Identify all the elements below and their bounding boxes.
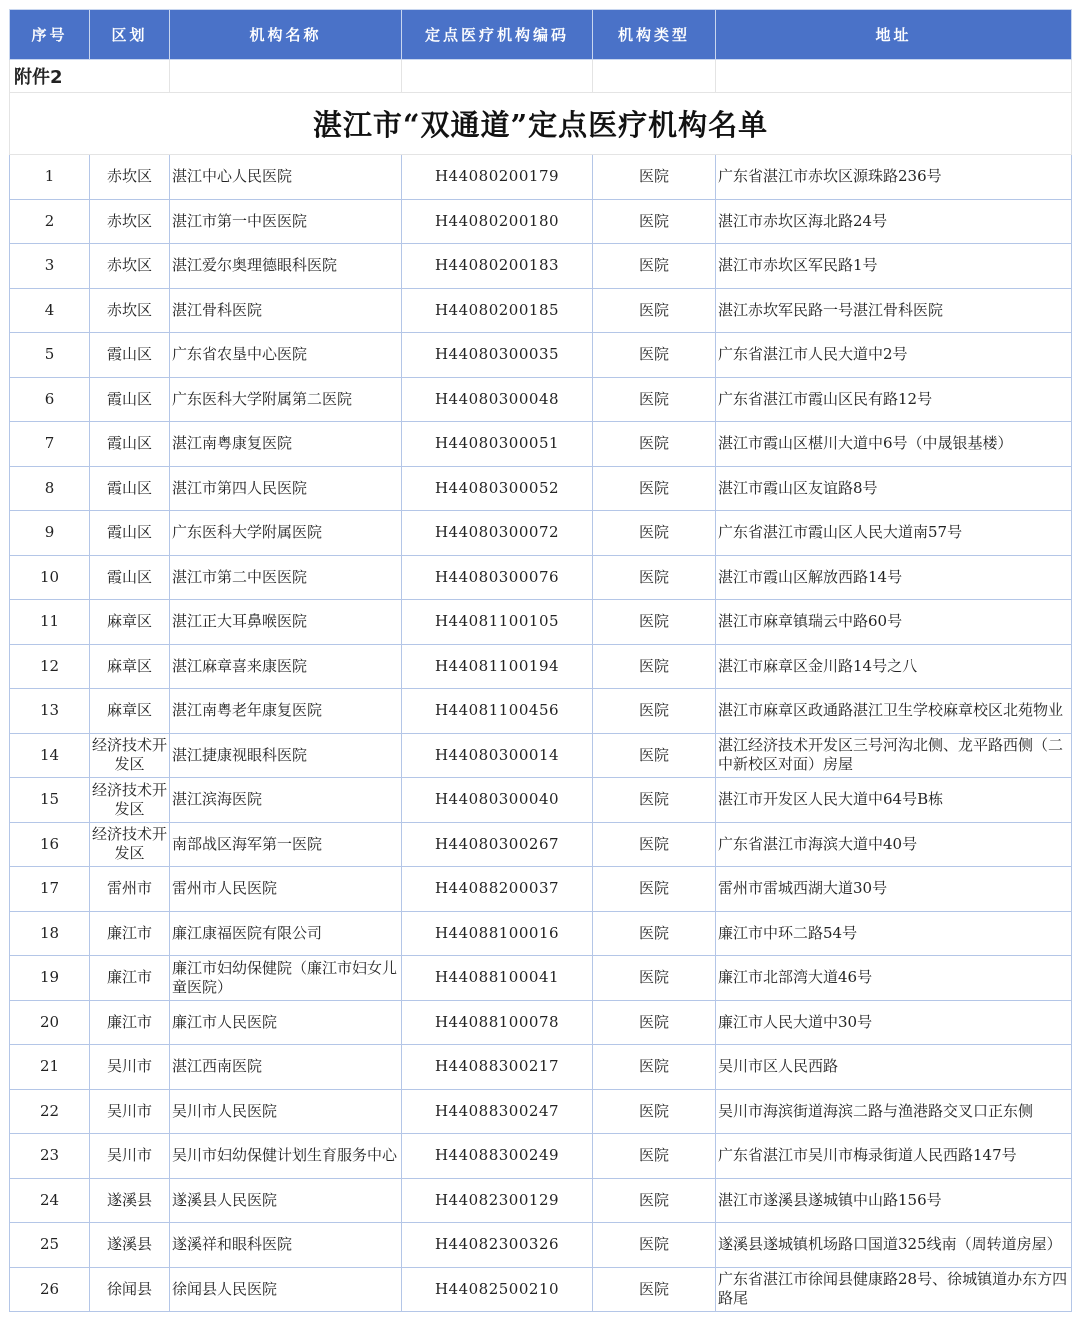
cell-address: 湛江市赤坎区军民路1号 [716,244,1072,289]
cell-address: 湛江市霞山区椹川大道中6号（中晟银基楼） [716,422,1072,467]
cell-index: 7 [10,422,90,467]
cell-address: 广东省湛江市赤坎区源珠路236号 [716,155,1072,200]
cell-index: 16 [10,822,90,867]
cell-code: H44088200037 [402,867,593,912]
cell-code: H44080300048 [402,377,593,422]
annex-row [10,60,1072,93]
cell-code: H44088300247 [402,1089,593,1134]
cell-code: H44080300051 [402,422,593,467]
cell-district: 霞山区 [90,555,170,600]
table-row [10,911,1072,956]
cell-address: 吴川市区人民西路 [716,1045,1072,1090]
cell-name: 湛江中心人民医院 [170,155,402,200]
cell-address: 湛江市麻章镇瑞云中路60号 [716,600,1072,645]
cell-address: 广东省湛江市徐闻县健康路28号、徐城镇道办东方四路尾 [716,1267,1072,1312]
cell-name: 湛江正大耳鼻喉医院 [170,600,402,645]
col-header-district: 区划 [90,10,170,60]
cell-district: 雷州市 [90,867,170,912]
cell-address: 湛江市霞山区友谊路8号 [716,466,1072,511]
table-row [10,689,1072,734]
cell-name: 湛江市第一中医医院 [170,199,402,244]
cell-code: H44081100456 [402,689,593,734]
cell-name: 湛江南粤老年康复医院 [170,689,402,734]
cell-code: H44080300040 [402,778,593,823]
col-header-address: 地址 [716,10,1072,60]
cell-district: 赤坎区 [90,155,170,200]
cell-code: H44080200185 [402,288,593,333]
cell-type: 医院 [593,422,716,467]
cell-type: 医院 [593,466,716,511]
cell-index: 18 [10,911,90,956]
table-row [10,956,1072,1001]
cell-type: 医院 [593,199,716,244]
cell-address: 湛江赤坎军民路一号湛江骨科医院 [716,288,1072,333]
cell-district: 遂溪县 [90,1223,170,1268]
cell-district: 麻章区 [90,689,170,734]
table-row [10,422,1072,467]
cell-name: 雷州市人民医院 [170,867,402,912]
cell-type: 医院 [593,333,716,378]
cell-type: 医院 [593,244,716,289]
cell-name: 遂溪县人民医院 [170,1178,402,1223]
cell-index: 22 [10,1089,90,1134]
cell-type: 医院 [593,956,716,1001]
cell-type: 医院 [593,600,716,645]
cell-name: 吴川市人民医院 [170,1089,402,1134]
col-header-type: 机构类型 [593,10,716,60]
cell-name: 徐闻县人民医院 [170,1267,402,1312]
cell-district: 经济技术开发区 [90,733,170,778]
cell-code: H44082500210 [402,1267,593,1312]
cell-code: H44081100194 [402,644,593,689]
col-header-index: 序号 [10,10,90,60]
cell-address: 广东省湛江市霞山区人民大道南57号 [716,511,1072,556]
cell-type: 医院 [593,822,716,867]
cell-name: 湛江南粤康复医院 [170,422,402,467]
cell-district: 赤坎区 [90,244,170,289]
cell-index: 13 [10,689,90,734]
cell-address: 湛江市麻章区金川路14号之八 [716,644,1072,689]
cell-district: 霞山区 [90,377,170,422]
cell-index: 10 [10,555,90,600]
cell-type: 医院 [593,288,716,333]
cell-index: 20 [10,1000,90,1045]
cell-index: 17 [10,867,90,912]
cell-name: 南部战区海军第一医院 [170,822,402,867]
table-row [10,377,1072,422]
cell-address: 遂溪县遂城镇机场路口国道325线南（周转道房屋） [716,1223,1072,1268]
hospital-list-table [9,9,1072,1312]
cell-name: 湛江麻章喜来康医院 [170,644,402,689]
col-header-code: 定点医疗机构编码 [402,10,593,60]
cell-index: 15 [10,778,90,823]
table-row [10,1223,1072,1268]
cell-district: 遂溪县 [90,1178,170,1223]
cell-address: 广东省湛江市人民大道中2号 [716,333,1072,378]
cell-address: 湛江市赤坎区海北路24号 [716,199,1072,244]
cell-district: 麻章区 [90,600,170,645]
cell-type: 医院 [593,377,716,422]
cell-district: 霞山区 [90,511,170,556]
cell-type: 医院 [593,1134,716,1179]
cell-address: 廉江市中环二路54号 [716,911,1072,956]
cell-district: 经济技术开发区 [90,822,170,867]
table-row [10,1089,1072,1134]
cell-name: 湛江捷康视眼科医院 [170,733,402,778]
cell-type: 医院 [593,689,716,734]
col-header-name: 机构名称 [170,10,402,60]
annex-label: 附件2 [10,60,170,93]
cell-code: H44082300326 [402,1223,593,1268]
cell-index: 14 [10,733,90,778]
cell-district: 廉江市 [90,911,170,956]
cell-name: 广东医科大学附属第二医院 [170,377,402,422]
cell-type: 医院 [593,778,716,823]
cell-name: 湛江骨科医院 [170,288,402,333]
cell-address: 广东省湛江市霞山区民有路12号 [716,377,1072,422]
cell-type: 医院 [593,911,716,956]
cell-name: 廉江康福医院有限公司 [170,911,402,956]
cell-code: H44082300129 [402,1178,593,1223]
table-row [10,1267,1072,1312]
table-row [10,333,1072,378]
cell-address: 廉江市人民大道中30号 [716,1000,1072,1045]
table-row [10,600,1072,645]
cell-district: 赤坎区 [90,199,170,244]
cell-name: 湛江滨海医院 [170,778,402,823]
table-row [10,155,1072,200]
table-row [10,1045,1072,1090]
cell-code: H44080300072 [402,511,593,556]
cell-district: 廉江市 [90,1000,170,1045]
cell-index: 25 [10,1223,90,1268]
cell-name: 遂溪祥和眼科医院 [170,1223,402,1268]
cell-code: H44080300014 [402,733,593,778]
cell-address: 雷州市雷城西湖大道30号 [716,867,1072,912]
table-row [10,644,1072,689]
header-row [10,10,1072,60]
cell-type: 医院 [593,555,716,600]
cell-type: 医院 [593,1045,716,1090]
table-body [10,155,1072,1312]
cell-district: 徐闻县 [90,1267,170,1312]
cell-address: 湛江市开发区人民大道中64号B栋 [716,778,1072,823]
cell-code: H44080300052 [402,466,593,511]
cell-address: 吴川市海滨街道海滨二路与渔港路交叉口正东侧 [716,1089,1072,1134]
cell-name: 湛江西南医院 [170,1045,402,1090]
table-row [10,867,1072,912]
cell-name: 吴川市妇幼保健计划生育服务中心 [170,1134,402,1179]
cell-district: 麻章区 [90,644,170,689]
cell-name: 湛江爱尔奥理德眼科医院 [170,244,402,289]
cell-address: 广东省湛江市吴川市梅录街道人民西路147号 [716,1134,1072,1179]
cell-index: 1 [10,155,90,200]
cell-name: 湛江市第二中医医院 [170,555,402,600]
table-row [10,733,1072,778]
cell-type: 医院 [593,733,716,778]
cell-name: 湛江市第四人民医院 [170,466,402,511]
cell-index: 21 [10,1045,90,1090]
cell-index: 12 [10,644,90,689]
cell-district: 赤坎区 [90,288,170,333]
cell-index: 6 [10,377,90,422]
table-row [10,511,1072,556]
table-row [10,1134,1072,1179]
cell-code: H44081100105 [402,600,593,645]
cell-district: 霞山区 [90,466,170,511]
cell-code: H44088300249 [402,1134,593,1179]
cell-index: 8 [10,466,90,511]
page-title: 湛江市“双通道”定点医疗机构名单 [10,93,1072,155]
cell-code: H44080300267 [402,822,593,867]
cell-type: 医院 [593,155,716,200]
cell-name: 广东医科大学附属医院 [170,511,402,556]
cell-name: 廉江市人民医院 [170,1000,402,1045]
cell-name: 廉江市妇幼保健院（廉江市妇女儿童医院） [170,956,402,1001]
cell-type: 医院 [593,511,716,556]
cell-address: 湛江经济技术开发区三号河沟北侧、龙平路西侧（二中新校区对面）房屋 [716,733,1072,778]
table-row [10,1178,1072,1223]
cell-type: 医院 [593,1000,716,1045]
cell-district: 经济技术开发区 [90,778,170,823]
cell-type: 医院 [593,1223,716,1268]
title-row [10,93,1072,155]
table-row [10,466,1072,511]
cell-code: H44088100016 [402,911,593,956]
table-row [10,555,1072,600]
cell-index: 5 [10,333,90,378]
cell-district: 廉江市 [90,956,170,1001]
cell-code: H44088300217 [402,1045,593,1090]
cell-index: 19 [10,956,90,1001]
cell-type: 医院 [593,867,716,912]
cell-index: 23 [10,1134,90,1179]
cell-index: 2 [10,199,90,244]
table-row [10,288,1072,333]
cell-type: 医院 [593,644,716,689]
cell-code: H44080200179 [402,155,593,200]
cell-address: 湛江市霞山区解放西路14号 [716,555,1072,600]
cell-index: 3 [10,244,90,289]
table-row [10,244,1072,289]
cell-index: 24 [10,1178,90,1223]
cell-code: H44088100078 [402,1000,593,1045]
cell-district: 吴川市 [90,1134,170,1179]
cell-district: 吴川市 [90,1045,170,1090]
cell-name: 广东省农垦中心医院 [170,333,402,378]
cell-address: 湛江市麻章区政通路湛江卫生学校麻章校区北苑物业 [716,689,1072,734]
cell-type: 医院 [593,1178,716,1223]
cell-code: H44080200180 [402,199,593,244]
cell-index: 9 [10,511,90,556]
cell-code: H44080300035 [402,333,593,378]
table-row [10,822,1072,867]
cell-address: 湛江市遂溪县遂城镇中山路156号 [716,1178,1072,1223]
cell-type: 医院 [593,1089,716,1134]
cell-type: 医院 [593,1267,716,1312]
cell-district: 吴川市 [90,1089,170,1134]
cell-district: 霞山区 [90,422,170,467]
cell-address: 廉江市北部湾大道46号 [716,956,1072,1001]
cell-code: H44088100041 [402,956,593,1001]
cell-address: 广东省湛江市海滨大道中40号 [716,822,1072,867]
cell-index: 26 [10,1267,90,1312]
table-row [10,199,1072,244]
table-row [10,778,1072,823]
cell-district: 霞山区 [90,333,170,378]
table-row [10,1000,1072,1045]
cell-code: H44080200183 [402,244,593,289]
cell-index: 4 [10,288,90,333]
cell-code: H44080300076 [402,555,593,600]
cell-index: 11 [10,600,90,645]
